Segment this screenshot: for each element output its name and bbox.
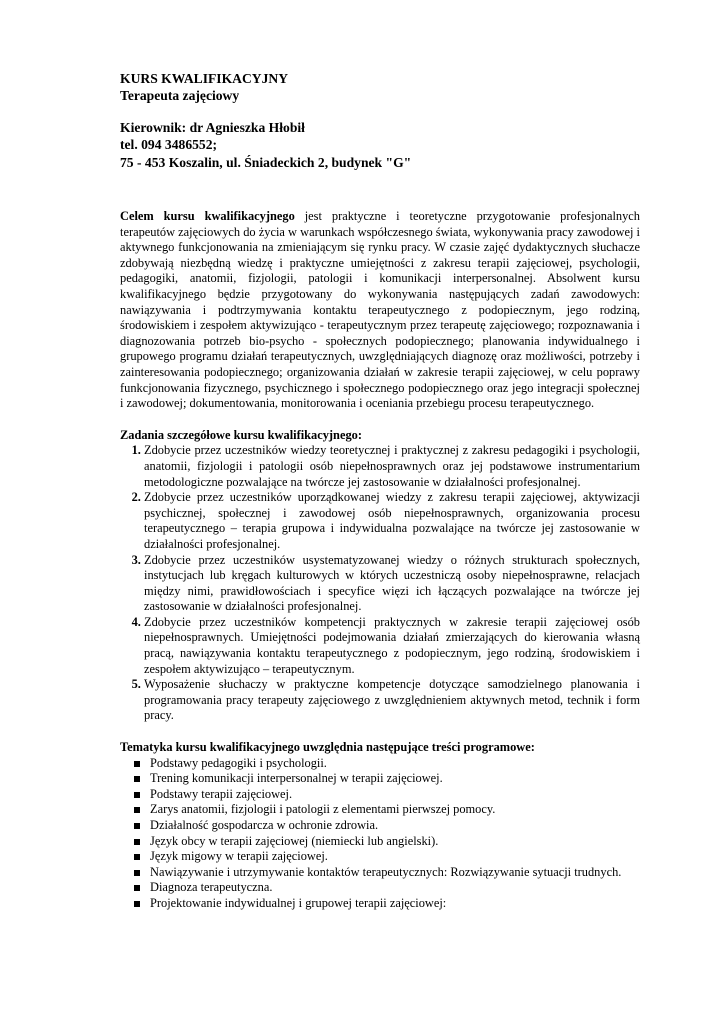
course-subtitle: Terapeuta zajęciowy <box>120 88 240 104</box>
task-item: 1. Zdobycie przez uczestników wiedzy teoretycznej i praktycznej z zakresu pedagogiki i psychologii, anatomii, fizjologii i patologii osób niepełnosprawnych oraz jej podstawowe instrumentarium metodologiczne pozwalające na twórcze jej zastosowanie w działalności profesjonalnej. <box>144 443 640 490</box>
topic-item: Podstawy pedagogiki i psychologii. <box>120 756 640 772</box>
square-bullet-icon <box>134 839 140 845</box>
square-bullet-icon <box>134 854 140 860</box>
tasks-list <box>120 443 640 724</box>
topic-item: Nawiązywanie i utrzymywanie kontaktów terapeutycznych: Rozwiązywanie sytuacji trudnych. <box>120 865 640 881</box>
phone-line: tel. 094 3486552; <box>120 137 218 153</box>
intro-lead: Celem kursu kwalifikacyjnego <box>120 209 295 224</box>
intro-text: jest praktyczne i teoretyczne przygotowanie profesjonalnych terapeutów zajęciowych do życia w warunkach współczesnego świata, wykonywania pracy zawodowej i aktywnego funkcjonowania na zmieniającym się rynku pracy. W czasie zajęć dydaktycznych słuchacze zdobywają niezbędną wiedzę i praktyczne umiejętności z zakresu terapii zajęciowej, psychologii, pedagogiki, anatomii, fizjologii, patologii i komunikacji interpersonalnej. Absolwent kursu kwalifikacyjnego będzie przygotowany do wykonywania następujących zadań zawodowych: nawiązywania i podtrzymywania kontaktu terapeutycznego z podopiecznym, jego rodziną, środowiskiem i zespołem aktywizująco - terapeutycznym przez terapeutę zajęciowego; rozpoznawania i diagnozowania potrzeb bio-psycho - społecznych podopiecznego; planowania indywidualnego i grupowego programu działań terapeutycznych, uwzględniających diagnozę oraz możliwości, potrzeby i zainteresowania podopiecznego; organizowania działań w zakresie terapii zajęciowej, w celu poprawy funkcjonowania fizycznego, psychicznego i społecznego podopiecznego oraz jego integracji społecznej i zawodowej; dokumentowania, monitorowania i oceniania przebiegu procesu terapeutycznego. <box>120 209 640 411</box>
square-bullet-icon <box>134 792 140 798</box>
topic-item: Diagnoza terapeutyczna. <box>120 880 640 896</box>
topics-heading: Tematyka kursu kwalifikacyjnego uwzględnia następujące treści programowe: <box>120 740 535 755</box>
address-line: 75 - 453 Koszalin, ul. Śniadeckich 2, budynek "G" <box>120 154 412 170</box>
course-title: KURS KWALIFIKACYJNY <box>120 71 289 86</box>
topic-item: Język migowy w terapii zajęciowej. <box>120 849 640 865</box>
topic-item: Projektowanie indywidualnej i grupowej terapii zajęciowej: <box>120 896 640 912</box>
intro-paragraph <box>120 209 640 412</box>
topic-item: Trening komunikacji interpersonalnej w terapii zajęciowej. <box>120 771 640 787</box>
square-bullet-icon <box>134 870 140 876</box>
manager-line: Kierownik: dr Agnieszka Hłobił <box>120 119 305 135</box>
square-bullet-icon <box>134 776 140 782</box>
document-page <box>120 70 640 912</box>
task-item: 4. Zdobycie przez uczestników kompetencji praktycznych w zakresie terapii zajęciowej osób niepełnosprawnych. Umiejętności podejmowania działań zmierzających do kierowania własną pracą, nawiązywania kontaktu terapeutycznego z podopiecznym, jego rodziną, środowiskiem i zespołem aktywizująco – terapeutycznym. <box>144 615 640 677</box>
task-item: 3. Zdobycie przez uczestników usystematyzowanej wiedzy o różnych strukturach społecznych, instytucjach lub kręgach kulturowych w których uczestniczą osoby niepełnosprawne, relacjach między nimi, prawidłowościach i specyfice więzi ich łączących pozwalające na twórcze jej zastosowanie w działalności profesjonalnej. <box>144 553 640 615</box>
square-bullet-icon <box>134 761 140 767</box>
square-bullet-icon <box>134 823 140 829</box>
task-item: 5. Wyposażenie słuchaczy w praktyczne kompetencje dotyczące samodzielnego planowania i programowania pracy terapeuty zajęciowego z uwzględnieniem aktywnych metod, technik i form pracy. <box>144 677 640 724</box>
topic-item: Działalność gospodarcza w ochronie zdrowia. <box>120 818 640 834</box>
square-bullet-icon <box>134 901 140 907</box>
topic-item: Podstawy terapii zajęciowej. <box>120 787 640 803</box>
topic-item: Zarys anatomii, fizjologii i patologii z elementami pierwszej pomocy. <box>120 802 640 818</box>
square-bullet-icon <box>134 885 140 891</box>
tasks-heading: Zadania szczegółowe kursu kwalifikacyjnego: <box>120 427 362 442</box>
topics-list <box>120 756 640 912</box>
task-item: 2. Zdobycie przez uczestników uporządkowanej wiedzy z zakresu terapii zajęciowej, aktywizacji psychicznej, społecznej i zawodowej osób niepełnosprawnych, organizowania procesu terapeutycznego – terapia grupowa i indywidualna pozwalające na twórcze jej zastosowanie w działalności profesjonalnej. <box>144 490 640 552</box>
square-bullet-icon <box>134 807 140 813</box>
topic-item: Język obcy w terapii zajęciowej (niemiecki lub angielski). <box>120 834 640 850</box>
